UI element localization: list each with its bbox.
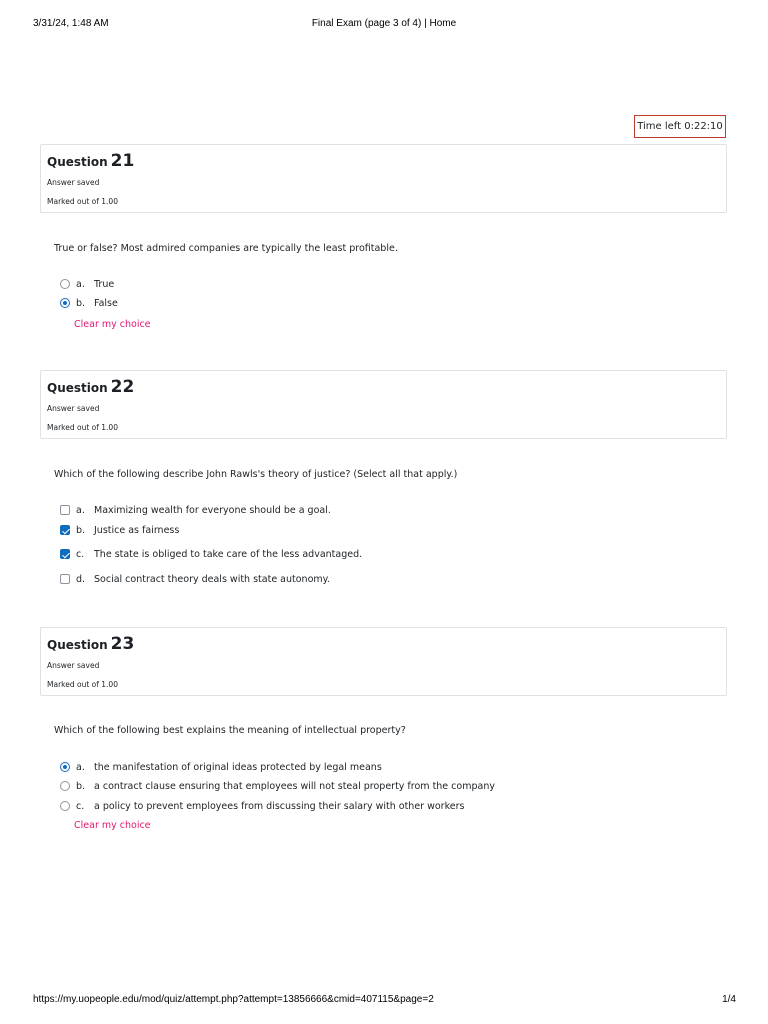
- answer-option-23a[interactable]: a. the manifestation of original ideas protected by legal means: [60, 760, 382, 774]
- option-label: a contract clause ensuring that employees will not steal property from the company: [94, 780, 495, 792]
- question-title: Question 23: [47, 634, 135, 654]
- question-title: Question 21: [47, 151, 135, 171]
- answer-option-21b[interactable]: b. False: [60, 296, 118, 310]
- option-label: True: [94, 278, 115, 290]
- answer-option-21a[interactable]: a. True: [60, 277, 114, 291]
- option-label: False: [94, 297, 118, 309]
- clear-choice-link-23[interactable]: Clear my choice: [74, 820, 151, 831]
- question-text-23: Which of the following best explains the meaning of intellectual property?: [54, 725, 406, 736]
- print-page-number: 1/4: [722, 994, 736, 1005]
- question-text-22: Which of the following describe John Rawls's theory of justice? (Select all that apply.): [54, 469, 458, 480]
- question-grade: Marked out of 1.00: [47, 680, 118, 689]
- answer-option-23c[interactable]: c. a policy to prevent employees from discussing their salary with other workers: [60, 799, 464, 813]
- checkbox-checked[interactable]: [60, 549, 70, 559]
- question-info-22: [40, 370, 727, 439]
- radio-button[interactable]: [60, 781, 70, 791]
- question-number: 23: [110, 634, 135, 654]
- question-title: Question 22: [47, 377, 135, 397]
- radio-button-selected[interactable]: [60, 762, 70, 772]
- option-label: Maximizing wealth for everyone should be a goal.: [94, 504, 331, 516]
- question-number: 22: [110, 377, 135, 397]
- print-datetime: 3/31/24, 1:48 AM: [33, 18, 109, 29]
- checkbox[interactable]: [60, 574, 70, 584]
- option-label: a policy to prevent employees from discussing their salary with other workers: [94, 800, 465, 812]
- checkbox-checked[interactable]: [60, 525, 70, 535]
- question-text-21: True or false? Most admired companies are typically the least profitable.: [54, 243, 398, 254]
- question-state: Answer saved: [47, 661, 100, 670]
- quiz-timer: Time left 0:22:10: [634, 115, 726, 138]
- option-label: Justice as fairness: [94, 524, 180, 536]
- answer-option-22d[interactable]: d. Social contract theory deals with state autonomy.: [60, 572, 330, 586]
- question-grade: Marked out of 1.00: [47, 197, 118, 206]
- print-page-title: Final Exam (page 3 of 4) | Home: [311, 18, 457, 29]
- question-state: Answer saved: [47, 178, 100, 187]
- question-info-21: [40, 144, 727, 213]
- answer-option-22c[interactable]: c. The state is obliged to take care of the less advantaged.: [60, 547, 362, 561]
- radio-button[interactable]: [60, 279, 70, 289]
- question-info-23: [40, 627, 727, 696]
- radio-button[interactable]: [60, 801, 70, 811]
- print-url: https://my.uopeople.edu/mod/quiz/attempt.php?attempt=13856666&cmid=407115&page=2: [33, 994, 434, 1005]
- question-grade: Marked out of 1.00: [47, 423, 118, 432]
- option-label: the manifestation of original ideas protected by legal means: [94, 761, 382, 773]
- checkbox[interactable]: [60, 505, 70, 515]
- option-label: Social contract theory deals with state autonomy.: [94, 573, 330, 585]
- answer-option-22b[interactable]: b. Justice as fairness: [60, 523, 179, 537]
- clear-choice-link-21[interactable]: Clear my choice: [74, 319, 151, 330]
- answer-option-22a[interactable]: a. Maximizing wealth for everyone should be a goal.: [60, 503, 331, 517]
- radio-button-selected[interactable]: [60, 298, 70, 308]
- question-state: Answer saved: [47, 404, 100, 413]
- question-number: 21: [110, 151, 135, 171]
- option-label: The state is obliged to take care of the less advantaged.: [94, 548, 363, 560]
- answer-option-23b[interactable]: b. a contract clause ensuring that employees will not steal property from the company: [60, 779, 495, 793]
